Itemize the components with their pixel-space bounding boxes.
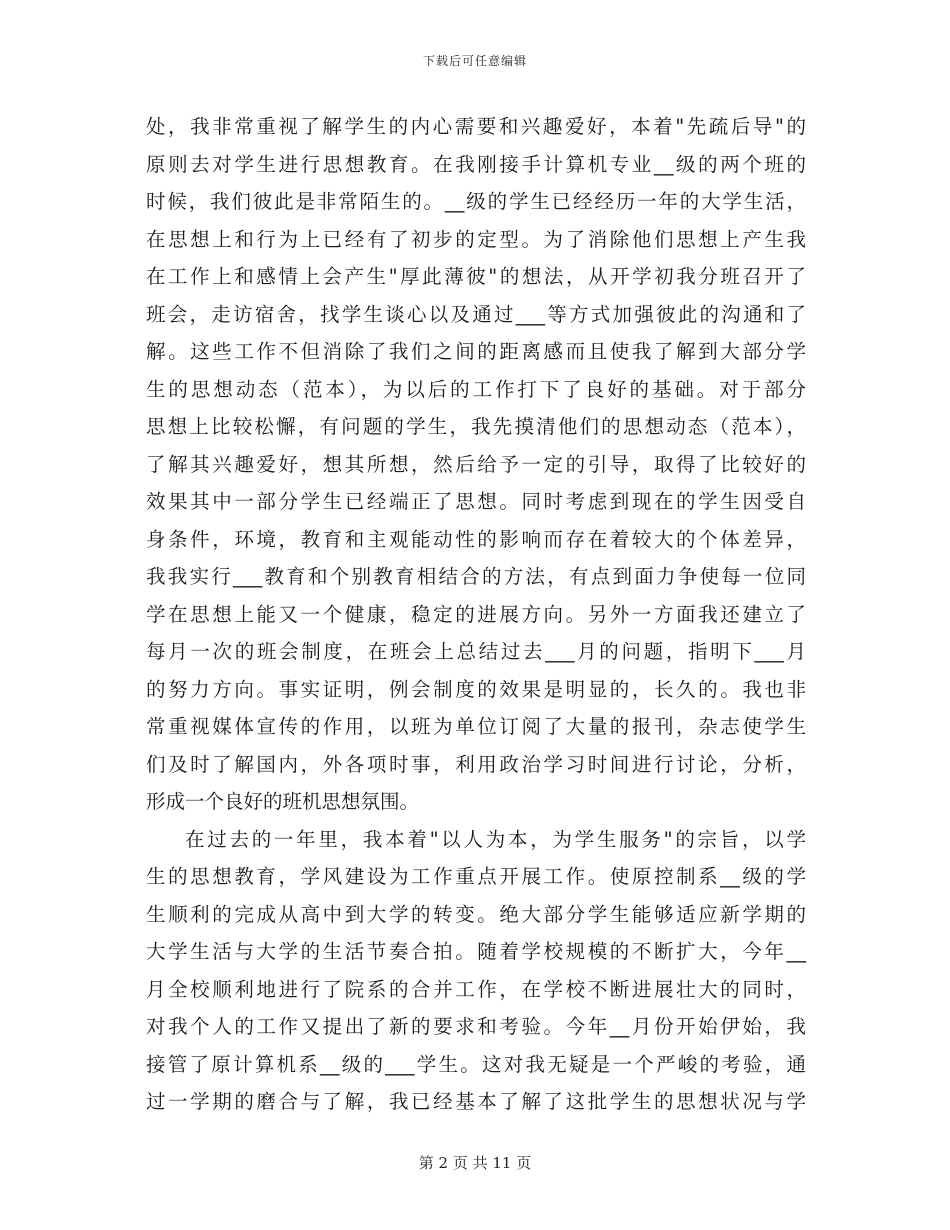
text-line: 生顺利的完成从高中到大学的转变。绝大部分学生能够适应新学期的: [146, 902, 806, 926]
text-line: 生的思想动态（范本），为以后的工作打下了良好的基础。对于部分: [146, 377, 806, 401]
text-line: 时候，我们彼此是非常陌生的。__级的学生已经经历一年的大学生活，: [146, 190, 806, 213]
paragraph: [146, 108, 806, 821]
text-line: 了解其兴趣爱好，想其所想，然后给予一定的引导，取得了比较好的: [146, 452, 806, 476]
text-line: 效果其中一部分学生已经端正了思想。同时考虑到现在的学生因受自: [146, 490, 806, 513]
paragraph: [146, 821, 806, 1121]
text-line: 常重视媒体宣传的作用，以班为单位订阅了大量的报刊，杂志使学生: [146, 715, 806, 738]
document-body: [146, 108, 806, 1121]
text-line: 的努力方向。事实证明，例会制度的效果是明显的，长久的。我也非: [146, 677, 806, 701]
text-line: 处，我非常重视了解学生的内心需要和兴趣爱好，本着"先疏后导"的: [146, 115, 806, 138]
text-line: 我我实行___教育和个别教育相结合的方法，有点到面力争使每一位同: [146, 565, 806, 588]
text-line: 班会，走访宿舍，找学生谈心以及通过___等方式加强彼此的沟通和了: [146, 302, 806, 326]
text-line: 们及时了解国内，外各项时事，利用政治学习时间进行讨论，分析，: [146, 752, 806, 776]
text-line: 思想上比较松懈，有问题的学生，我先摸清他们的思想动态（范本），: [146, 415, 806, 438]
page-header: 下载后可任意编辑: [422, 54, 527, 68]
text-line: 原则去对学生进行思想教育。在我刚接手计算机专业__级的两个班的: [146, 152, 806, 176]
text-line: 解。这些工作不但消除了我们之间的距离感而且使我了解到大部分学: [146, 340, 806, 363]
text-line: 生的思想教育，学风建设为工作重点开展工作。使原控制系__级的学: [146, 865, 806, 888]
text-line: 过一学期的磨合与了解，我已经基本了解了这批学生的思想状况与学: [146, 1090, 806, 1113]
text-line: 在工作上和感情上会产生"厚此薄彼"的想法，从开学初我分班召开了: [146, 265, 806, 288]
text-line: 在思想上和行为上已经有了初步的定型。为了消除他们思想上产生我: [146, 227, 806, 251]
page-number: 第 2 页 共 11 页: [418, 1154, 532, 1172]
text-line: 每月一次的班会制度，在班会上总结过去___月的问题，指明下___月: [146, 640, 806, 663]
text-line: 月全校顺利地进行了院系的合并工作，在学校不断进展壮大的同时，: [146, 977, 806, 1001]
text-line: 学在思想上能又一个健康，稳定的进展方向。另外一方面我还建立了: [146, 602, 806, 626]
text-line: 身条件，环境，教育和主观能动性的影响而存在着较大的个体差异，: [146, 527, 806, 551]
text-line: 对我个人的工作又提出了新的要求和考验。今年__月份开始伊始，我: [146, 1015, 806, 1038]
text-line: 大学生活与大学的生活节奏合拍。随着学校规模的不断扩大，今年__: [146, 940, 806, 963]
text-line: 形成一个良好的班机思想氛围。: [146, 790, 420, 813]
text-line: 接管了原计算机系__级的___学生。这对我无疑是一个严峻的考验，通: [146, 1052, 806, 1076]
text-line: 在过去的一年里，我本着"以人为本，为学生服务"的宗旨，以学: [185, 827, 806, 851]
